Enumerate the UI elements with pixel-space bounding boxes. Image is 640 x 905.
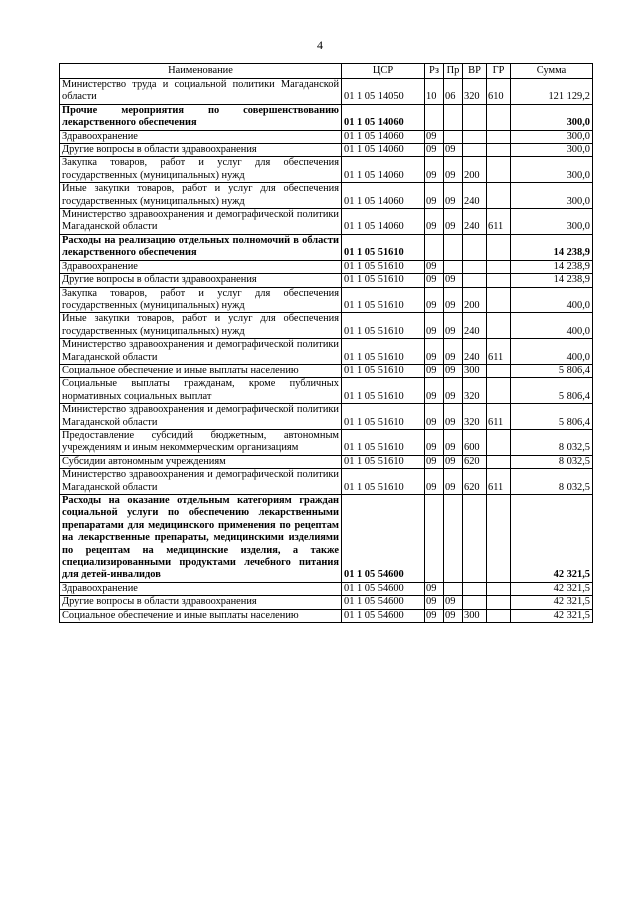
cell-gr bbox=[487, 495, 511, 583]
cell-sum: 400,0 bbox=[511, 339, 593, 365]
cell-name: Здравоохранение bbox=[60, 582, 342, 595]
header-csr: ЦСР bbox=[342, 64, 425, 79]
cell-sum: 14 238,9 bbox=[511, 274, 593, 287]
cell-pr bbox=[444, 234, 463, 260]
cell-pr: 09 bbox=[444, 469, 463, 495]
cell-rz: 09 bbox=[425, 130, 444, 143]
cell-pr bbox=[444, 130, 463, 143]
cell-name: Социальные выплаты гражданам, кроме публичных нормативных социальных выплат bbox=[60, 378, 342, 404]
cell-sum: 14 238,9 bbox=[511, 260, 593, 273]
cell-pr: 09 bbox=[444, 157, 463, 183]
cell-rz: 09 bbox=[425, 157, 444, 183]
cell-rz: 09 bbox=[425, 287, 444, 313]
table-row bbox=[60, 596, 593, 609]
cell-csr: 01 1 05 51610 bbox=[342, 404, 425, 430]
cell-rz bbox=[425, 495, 444, 583]
cell-rz: 09 bbox=[425, 609, 444, 622]
cell-csr: 01 1 05 51610 bbox=[342, 364, 425, 377]
cell-rz: 09 bbox=[425, 364, 444, 377]
cell-rz: 09 bbox=[425, 378, 444, 404]
cell-rz bbox=[425, 104, 444, 130]
cell-pr: 09 bbox=[444, 183, 463, 209]
cell-rz: 09 bbox=[425, 469, 444, 495]
cell-sum: 42 321,5 bbox=[511, 596, 593, 609]
table-row bbox=[60, 209, 593, 235]
cell-csr: 01 1 05 54600 bbox=[342, 609, 425, 622]
cell-name: Министерство здравоохранения и демографической политики Магаданской области bbox=[60, 339, 342, 365]
cell-vr bbox=[463, 144, 487, 157]
cell-name: Расходы на реализацию отдельных полномочий в области лекарственного обеспечения bbox=[60, 234, 342, 260]
cell-sum: 8 032,5 bbox=[511, 455, 593, 468]
cell-sum: 300,0 bbox=[511, 183, 593, 209]
cell-sum: 300,0 bbox=[511, 157, 593, 183]
cell-vr bbox=[463, 104, 487, 130]
cell-csr: 01 1 05 51610 bbox=[342, 339, 425, 365]
table-row bbox=[60, 495, 593, 583]
table-row bbox=[60, 339, 593, 365]
cell-gr: 611 bbox=[487, 339, 511, 365]
cell-vr: 240 bbox=[463, 209, 487, 235]
table-row bbox=[60, 183, 593, 209]
cell-pr: 09 bbox=[444, 609, 463, 622]
cell-gr bbox=[487, 260, 511, 273]
cell-csr: 01 1 05 51610 bbox=[342, 287, 425, 313]
cell-vr: 320 bbox=[463, 79, 487, 105]
cell-gr bbox=[487, 364, 511, 377]
cell-rz: 09 bbox=[425, 596, 444, 609]
cell-vr bbox=[463, 234, 487, 260]
cell-name: Министерство здравоохранения и демографической политики Магаданской области bbox=[60, 404, 342, 430]
cell-csr: 01 1 05 54600 bbox=[342, 582, 425, 595]
cell-rz bbox=[425, 234, 444, 260]
cell-gr bbox=[487, 234, 511, 260]
table-row bbox=[60, 234, 593, 260]
cell-csr: 01 1 05 51610 bbox=[342, 260, 425, 273]
cell-pr bbox=[444, 495, 463, 583]
cell-name: Здравоохранение bbox=[60, 130, 342, 143]
cell-gr bbox=[487, 378, 511, 404]
table-row bbox=[60, 455, 593, 468]
cell-rz: 09 bbox=[425, 183, 444, 209]
header-name: Наименование bbox=[60, 64, 342, 79]
cell-pr: 09 bbox=[444, 404, 463, 430]
cell-name: Прочие мероприятия по совершенствованию лекарственного обеспечения bbox=[60, 104, 342, 130]
header-rz: Рз bbox=[425, 64, 444, 79]
cell-sum: 8 032,5 bbox=[511, 469, 593, 495]
header-vr: ВР bbox=[463, 64, 487, 79]
cell-csr: 01 1 05 54600 bbox=[342, 495, 425, 583]
cell-sum: 5 806,4 bbox=[511, 378, 593, 404]
cell-csr: 01 1 05 54600 bbox=[342, 596, 425, 609]
cell-csr: 01 1 05 14060 bbox=[342, 104, 425, 130]
cell-pr: 09 bbox=[444, 429, 463, 455]
cell-csr: 01 1 05 14060 bbox=[342, 144, 425, 157]
cell-name: Закупка товаров, работ и услуг для обеспечения государственных (муниципальных) нужд bbox=[60, 287, 342, 313]
cell-vr: 620 bbox=[463, 455, 487, 468]
cell-gr bbox=[487, 609, 511, 622]
cell-vr: 300 bbox=[463, 364, 487, 377]
cell-gr bbox=[487, 287, 511, 313]
cell-rz: 09 bbox=[425, 582, 444, 595]
cell-csr: 01 1 05 14060 bbox=[342, 130, 425, 143]
table-row bbox=[60, 274, 593, 287]
cell-sum: 42 321,5 bbox=[511, 582, 593, 595]
cell-gr bbox=[487, 130, 511, 143]
cell-gr bbox=[487, 183, 511, 209]
cell-name: Предоставление субсидий бюджетным, автономным учреждениям и иным некоммерческим организациям bbox=[60, 429, 342, 455]
table-row bbox=[60, 130, 593, 143]
cell-csr: 01 1 05 51610 bbox=[342, 455, 425, 468]
table-row bbox=[60, 378, 593, 404]
cell-name: Социальное обеспечение и иные выплаты населению bbox=[60, 609, 342, 622]
cell-csr: 01 1 05 14060 bbox=[342, 157, 425, 183]
budget-table bbox=[59, 63, 593, 623]
cell-vr: 320 bbox=[463, 378, 487, 404]
cell-pr: 09 bbox=[444, 209, 463, 235]
cell-rz: 09 bbox=[425, 313, 444, 339]
table-row bbox=[60, 157, 593, 183]
cell-rz: 09 bbox=[425, 339, 444, 365]
cell-pr bbox=[444, 104, 463, 130]
cell-gr: 611 bbox=[487, 469, 511, 495]
cell-pr: 09 bbox=[444, 313, 463, 339]
cell-pr: 09 bbox=[444, 144, 463, 157]
table-row bbox=[60, 429, 593, 455]
cell-csr: 01 1 05 14060 bbox=[342, 183, 425, 209]
cell-vr: 200 bbox=[463, 157, 487, 183]
table-row bbox=[60, 364, 593, 377]
cell-pr: 09 bbox=[444, 596, 463, 609]
cell-vr bbox=[463, 274, 487, 287]
cell-gr bbox=[487, 429, 511, 455]
cell-pr: 09 bbox=[444, 287, 463, 313]
header-pr: Пр bbox=[444, 64, 463, 79]
cell-vr: 240 bbox=[463, 183, 487, 209]
cell-csr: 01 1 05 51610 bbox=[342, 274, 425, 287]
cell-sum: 14 238,9 bbox=[511, 234, 593, 260]
cell-gr: 611 bbox=[487, 404, 511, 430]
cell-name: Министерство труда и социальной политики Магаданской области bbox=[60, 79, 342, 105]
header-sum: Сумма bbox=[511, 64, 593, 79]
cell-name: Иные закупки товаров, работ и услуг для обеспечения государственных (муниципальных) нужд bbox=[60, 183, 342, 209]
cell-gr bbox=[487, 582, 511, 595]
cell-gr bbox=[487, 157, 511, 183]
cell-vr bbox=[463, 130, 487, 143]
table-row bbox=[60, 144, 593, 157]
cell-pr: 09 bbox=[444, 364, 463, 377]
cell-vr: 600 bbox=[463, 429, 487, 455]
cell-name: Субсидии автономным учреждениям bbox=[60, 455, 342, 468]
table-row bbox=[60, 104, 593, 130]
cell-rz: 09 bbox=[425, 429, 444, 455]
cell-rz: 09 bbox=[425, 404, 444, 430]
cell-vr bbox=[463, 582, 487, 595]
cell-pr: 06 bbox=[444, 79, 463, 105]
cell-sum: 400,0 bbox=[511, 313, 593, 339]
cell-sum: 400,0 bbox=[511, 287, 593, 313]
cell-vr bbox=[463, 596, 487, 609]
cell-csr: 01 1 05 51610 bbox=[342, 313, 425, 339]
cell-rz: 09 bbox=[425, 144, 444, 157]
cell-sum: 300,0 bbox=[511, 209, 593, 235]
cell-name: Социальное обеспечение и иные выплаты населению bbox=[60, 364, 342, 377]
cell-gr bbox=[487, 313, 511, 339]
cell-csr: 01 1 05 14060 bbox=[342, 209, 425, 235]
cell-vr: 240 bbox=[463, 339, 487, 365]
page-number: 4 bbox=[317, 38, 323, 52]
cell-sum: 300,0 bbox=[511, 130, 593, 143]
header-gr: ГР bbox=[487, 64, 511, 79]
cell-gr bbox=[487, 104, 511, 130]
cell-pr: 09 bbox=[444, 339, 463, 365]
cell-vr: 200 bbox=[463, 287, 487, 313]
cell-sum: 5 806,4 bbox=[511, 404, 593, 430]
table-row bbox=[60, 79, 593, 105]
cell-name: Другие вопросы в области здравоохранения bbox=[60, 596, 342, 609]
cell-rz: 09 bbox=[425, 274, 444, 287]
cell-sum: 42 321,5 bbox=[511, 495, 593, 583]
cell-gr bbox=[487, 144, 511, 157]
cell-gr bbox=[487, 596, 511, 609]
cell-sum: 5 806,4 bbox=[511, 364, 593, 377]
cell-pr: 09 bbox=[444, 455, 463, 468]
cell-pr bbox=[444, 582, 463, 595]
table-row bbox=[60, 313, 593, 339]
cell-vr: 320 bbox=[463, 404, 487, 430]
table-body bbox=[60, 79, 593, 623]
cell-vr: 240 bbox=[463, 313, 487, 339]
table-row bbox=[60, 287, 593, 313]
cell-vr: 300 bbox=[463, 609, 487, 622]
cell-csr: 01 1 05 51610 bbox=[342, 378, 425, 404]
cell-gr: 610 bbox=[487, 79, 511, 105]
table-header-row bbox=[60, 64, 593, 79]
cell-vr bbox=[463, 260, 487, 273]
cell-gr bbox=[487, 274, 511, 287]
cell-name: Министерство здравоохранения и демографической политики Магаданской области bbox=[60, 469, 342, 495]
cell-rz: 09 bbox=[425, 455, 444, 468]
cell-sum: 121 129,2 bbox=[511, 79, 593, 105]
cell-rz: 09 bbox=[425, 209, 444, 235]
cell-rz: 09 bbox=[425, 260, 444, 273]
cell-name: Министерство здравоохранения и демографической политики Магаданской области bbox=[60, 209, 342, 235]
cell-pr: 09 bbox=[444, 378, 463, 404]
cell-pr: 09 bbox=[444, 274, 463, 287]
cell-name: Другие вопросы в области здравоохранения bbox=[60, 144, 342, 157]
cell-sum: 300,0 bbox=[511, 104, 593, 130]
cell-name: Закупка товаров, работ и услуг для обеспечения государственных (муниципальных) нужд bbox=[60, 157, 342, 183]
cell-vr: 620 bbox=[463, 469, 487, 495]
cell-csr: 01 1 05 51610 bbox=[342, 234, 425, 260]
cell-csr: 01 1 05 14050 bbox=[342, 79, 425, 105]
cell-name: Расходы на оказание отдельным категориям граждан социальной услуги по обеспечению лекарственными препаратами для медицинского применения по рецептам на лекарственные препараты, медицинскими изделиями по рецептам на медицинские изделия, а также специализированными продуктами лечебного питания для детей-инвалидов bbox=[60, 495, 342, 583]
table-row bbox=[60, 260, 593, 273]
table-row bbox=[60, 469, 593, 495]
cell-rz: 10 bbox=[425, 79, 444, 105]
cell-sum: 42 321,5 bbox=[511, 609, 593, 622]
cell-sum: 300,0 bbox=[511, 144, 593, 157]
cell-vr bbox=[463, 495, 487, 583]
table-row bbox=[60, 582, 593, 595]
table-row bbox=[60, 609, 593, 622]
cell-gr: 611 bbox=[487, 209, 511, 235]
cell-name: Иные закупки товаров, работ и услуг для обеспечения государственных (муниципальных) нужд bbox=[60, 313, 342, 339]
cell-name: Другие вопросы в области здравоохранения bbox=[60, 274, 342, 287]
table-row bbox=[60, 404, 593, 430]
cell-gr bbox=[487, 455, 511, 468]
cell-csr: 01 1 05 51610 bbox=[342, 469, 425, 495]
cell-name: Здравоохранение bbox=[60, 260, 342, 273]
cell-csr: 01 1 05 51610 bbox=[342, 429, 425, 455]
cell-pr bbox=[444, 260, 463, 273]
cell-sum: 8 032,5 bbox=[511, 429, 593, 455]
